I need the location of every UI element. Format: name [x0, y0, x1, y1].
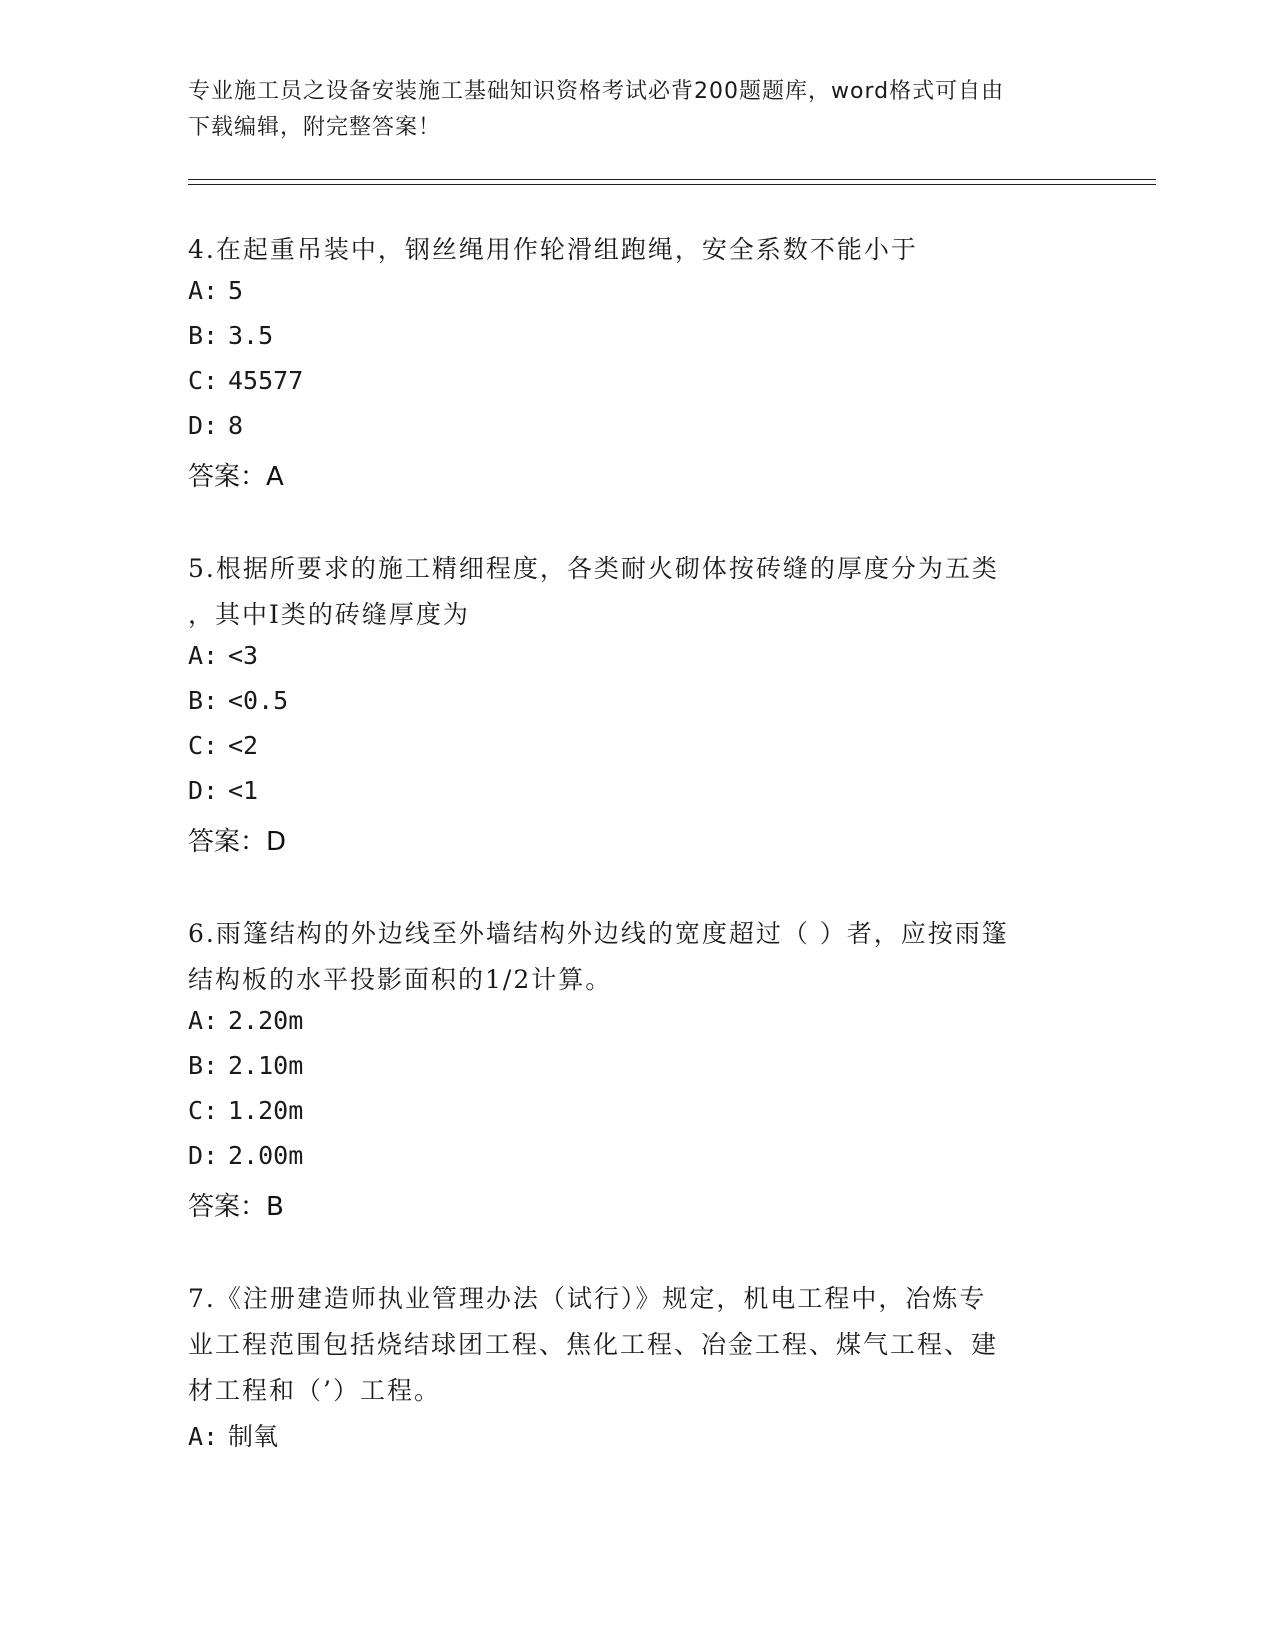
question-5-option-a — [188, 641, 258, 670]
option-letter: A: — [188, 276, 219, 305]
question-7-option-a — [188, 1417, 278, 1453]
question-4-option-c — [188, 366, 303, 395]
question-6-option-b — [188, 1051, 303, 1080]
option-letter: D: — [188, 411, 219, 440]
question-6-option-c — [188, 1096, 303, 1125]
header-divider-top — [188, 179, 1156, 180]
option-letter: C: — [188, 366, 219, 395]
question-5-text-line-1: 5.根据所要求的施工精细程度，各类耐火砌体按砖缝的厚度分为五类 — [188, 554, 999, 583]
question-6-text-line-2: 结构板的水平投影面积的1/2计算。 — [188, 965, 613, 994]
header-title-line-2: 下载编辑，附完整答案！ — [188, 115, 442, 140]
option-text: <0.5 — [228, 686, 289, 715]
option-letter: B: — [188, 1051, 219, 1080]
question-4-option-a — [188, 276, 243, 305]
option-letter: B: — [188, 321, 219, 350]
question-6-option-a — [188, 1006, 303, 1035]
question-4-answer: 答案：A — [188, 462, 284, 492]
question-7-text-line-1: 7.《注册建造师执业管理办法（试行）》规定，机电工程中，冶炼专 — [188, 1284, 987, 1313]
option-letter: C: — [188, 1096, 219, 1125]
option-text: 1.20m — [228, 1096, 304, 1125]
question-6-answer: 答案：B — [188, 1192, 284, 1222]
question-5-option-b — [188, 686, 288, 715]
question-4-text: 4.在起重吊装中，钢丝绳用作轮滑组跑绳，安全系数不能小于 — [188, 235, 918, 264]
option-text: <1 — [228, 776, 259, 805]
option-letter: A: — [188, 1422, 219, 1451]
option-text: <3 — [228, 641, 259, 670]
question-7-text-line-3: 材工程和（’）工程。 — [188, 1376, 441, 1405]
question-5-text-line-2: ，其中Ⅰ类的砖缝厚度为 — [188, 600, 470, 629]
question-6-option-d — [188, 1141, 303, 1170]
option-text: 8 — [228, 411, 244, 440]
option-text: 制氧 — [228, 1422, 279, 1451]
question-7-text-line-2: 业工程范围包括烧结球团工程、焦化工程、冶金工程、煤气工程、建 — [188, 1330, 999, 1359]
option-text: <2 — [228, 731, 259, 760]
option-letter: A: — [188, 641, 219, 670]
document-header — [188, 74, 1088, 146]
option-text: 2.10m — [228, 1051, 304, 1080]
option-text: 5 — [228, 276, 244, 305]
header-divider-bottom — [188, 184, 1156, 185]
header-title-line-1: 专业施工员之设备安装施工基础知识资格考试必背200题题库，word格式可自由 — [188, 79, 1005, 104]
question-6-text-line-1: 6.雨篷结构的外边线至外墙结构外边线的宽度超过（ ）者，应按雨篷 — [188, 919, 1009, 948]
option-text: 3.5 — [228, 321, 274, 350]
option-text: 45577 — [228, 366, 304, 395]
option-text: 2.00m — [228, 1141, 304, 1170]
option-letter: B: — [188, 686, 219, 715]
option-text: 2.20m — [228, 1006, 304, 1035]
option-letter: C: — [188, 731, 219, 760]
question-5-option-d — [188, 776, 258, 805]
question-5-option-c — [188, 731, 258, 760]
question-4-option-b — [188, 321, 273, 350]
option-letter: D: — [188, 1141, 219, 1170]
option-letter: A: — [188, 1006, 219, 1035]
option-letter: D: — [188, 776, 219, 805]
question-5-answer: 答案：D — [188, 827, 287, 857]
question-4-option-d — [188, 411, 243, 440]
